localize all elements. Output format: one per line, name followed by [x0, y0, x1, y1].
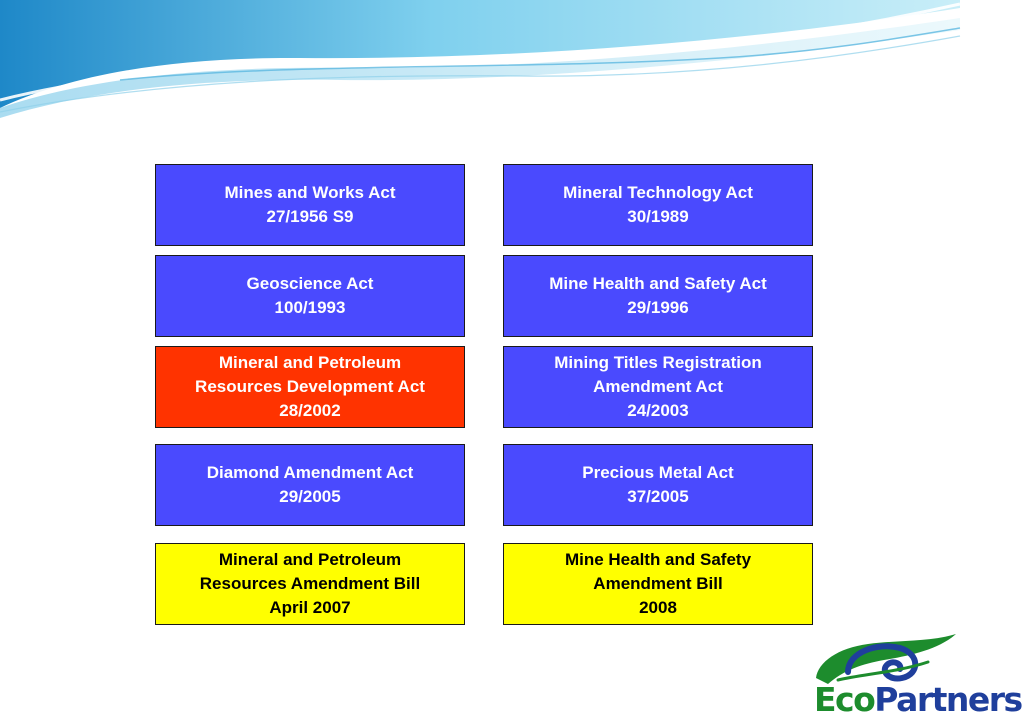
box-line: 29/1996: [627, 298, 689, 317]
box-line: Mine Health and Safety Act: [549, 274, 767, 293]
box-line: Mine Health and Safety: [564, 550, 752, 569]
geoscience-act-box: [155, 255, 465, 337]
box-line: Mineral Technology Act: [563, 183, 753, 202]
box-line: 29/2005: [279, 487, 341, 506]
box-line: April 2007: [269, 598, 351, 617]
box-line: 24/2003: [627, 401, 689, 420]
mhs-amendment-bill-box: [503, 543, 813, 625]
box-line: Mineral and Petroleum: [218, 550, 402, 569]
header-swoosh-decoration: [0, 0, 960, 120]
box-line: Geoscience Act: [246, 274, 374, 293]
box-line: 30/1989: [627, 207, 689, 226]
box-line: 28/2002: [279, 401, 341, 420]
box-line: Resources Development Act: [195, 377, 425, 396]
box-line: Mining Titles Registration: [554, 353, 762, 372]
ecopartners-logo-wordmark: [814, 680, 1022, 719]
mines-and-works-act-box: [155, 164, 465, 246]
box-line: 27/1956 S9: [266, 207, 354, 226]
box-line: 100/1993: [274, 298, 346, 317]
box-line: Mineral and Petroleum: [218, 353, 402, 372]
mineral-technology-act-box: [503, 164, 813, 246]
diamond-amendment-act-box: [155, 444, 465, 526]
box-line: Resources Amendment Bill: [199, 574, 421, 593]
logo-eco-text: Eco: [814, 680, 875, 719]
box-line: 37/2005: [627, 487, 689, 506]
mprda-box: [155, 346, 465, 428]
box-line: Amendment Bill: [593, 574, 723, 593]
mining-titles-registration-box: [503, 346, 813, 428]
precious-metal-act-box: [503, 444, 813, 526]
box-line: Amendment Act: [593, 377, 723, 396]
box-line: Diamond Amendment Act: [206, 463, 414, 482]
box-line: Mines and Works Act: [224, 183, 396, 202]
box-line: Precious Metal Act: [582, 463, 734, 482]
box-line: 2008: [639, 598, 677, 617]
mpr-amendment-bill-box: [155, 543, 465, 625]
mine-health-and-safety-act-box: [503, 255, 813, 337]
logo-partners-text: Partners: [874, 680, 1022, 719]
